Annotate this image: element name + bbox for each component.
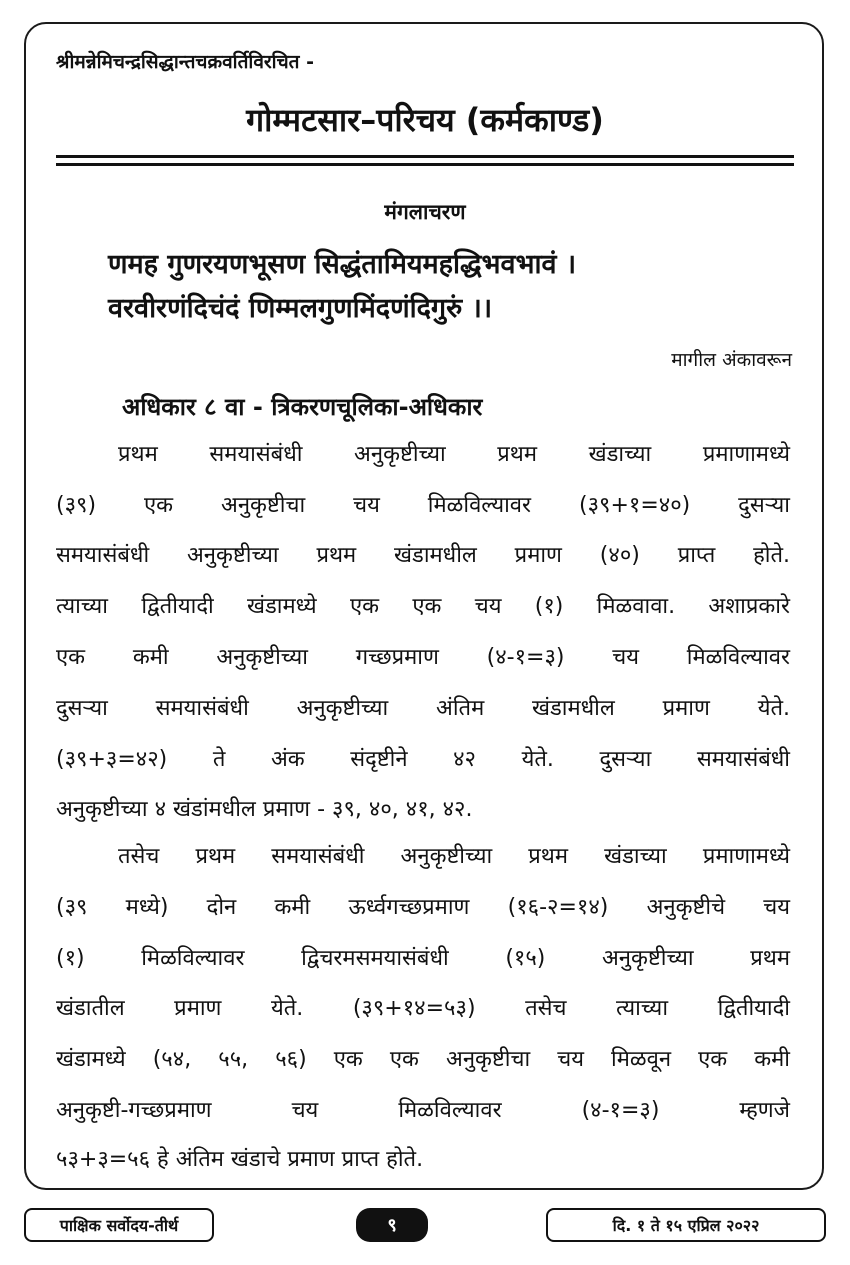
body-line: (३९+३=४२) ते अंक संदृष्टीने ४२ येते. दुसऱ्या समयासंबंधी	[56, 747, 790, 772]
body-line: खंडामध्ये (५४, ५५, ५६) एक एक अनुकृष्टीचा चय मिळवून एक कमी	[56, 1047, 790, 1072]
section-heading: मंगलाचरण	[384, 200, 466, 224]
body-line: खंडातील प्रमाण येते. (३९+१४=५३) तसेच त्याच्या द्वितीयादी	[56, 996, 790, 1021]
title-divider-bottom	[56, 163, 794, 166]
body-line: (३९ मध्ये) दोन कमी ऊर्ध्वगच्छप्रमाण (१६-२=१४) अनुकृष्टीचे चय	[56, 895, 790, 920]
chapter-heading: अधिकार ८ वा - त्रिकरणचूलिका-अधिकार	[122, 393, 483, 421]
body-line: अनुकृष्टीच्या ४ खंडांमधील प्रमाण - ३९, ४०, ४१, ४२.	[56, 797, 473, 822]
continued-note: मागील अंकावरून	[671, 349, 792, 371]
title-divider-top	[56, 155, 794, 158]
page-title: गोम्मटसार–परिचय (कर्मकाण्ड)	[246, 101, 604, 139]
body-line: समयासंबंधी अनुकृष्टीच्या प्रथम खंडामधील प्रमाण (४०) प्राप्त होते.	[56, 543, 790, 568]
body-line: (१) मिळविल्यावर द्विचरमसमयासंबंधी (१५) अनुकृष्टीच्या प्रथम	[56, 946, 790, 971]
body-line: दुसऱ्या समयासंबंधी अनुकृष्टीच्या अंतिम खंडामधील प्रमाण येते.	[56, 696, 790, 721]
footer-publication: पाक्षिक सर्वोदय-तीर्थ	[24, 1208, 214, 1242]
body-line: (३९) एक अनुकृष्टीचा चय मिळविल्यावर (३९+१=४०) दुसऱ्या	[56, 493, 790, 518]
page-number: ९	[356, 1208, 428, 1242]
verse-line: णमह गुणरयणभूसण सिद्धंतामियमहद्धिभवभावं ।	[108, 249, 577, 280]
body-line: अनुकृष्टी-गच्छप्रमाण चय मिळविल्यावर (४-१=३) म्हणजे	[56, 1098, 790, 1123]
body-line: तसेच प्रथम समयासंबंधी अनुकृष्टीच्या प्रथम खंडाच्या प्रमाणामध्ये	[118, 844, 790, 869]
author-line: श्रीमन्नेमिचन्द्रसिद्धान्तचक्रवर्तिविरचित -	[56, 51, 314, 73]
body-line: प्रथम समयासंबंधी अनुकृष्टीच्या प्रथम खंडाच्या प्रमाणामध्ये	[118, 442, 790, 467]
verse-line: वरवीरणंदिचंदं णिम्मलगुणमिंदणंदिगुरुं ।।	[108, 293, 493, 324]
body-line: त्याच्या द्वितीयादी खंडामध्ये एक एक चय (१) मिळवावा. अशाप्रकारे	[56, 594, 790, 619]
body-line: एक कमी अनुकृष्टीच्या गच्छप्रमाण (४-१=३) चय मिळविल्यावर	[56, 645, 790, 670]
body-line: ५३+३=५६ हे अंतिम खंडाचे प्रमाण प्राप्त होते.	[56, 1147, 424, 1172]
footer-date: दि. १ ते १५ एप्रिल २०२२	[546, 1208, 826, 1242]
